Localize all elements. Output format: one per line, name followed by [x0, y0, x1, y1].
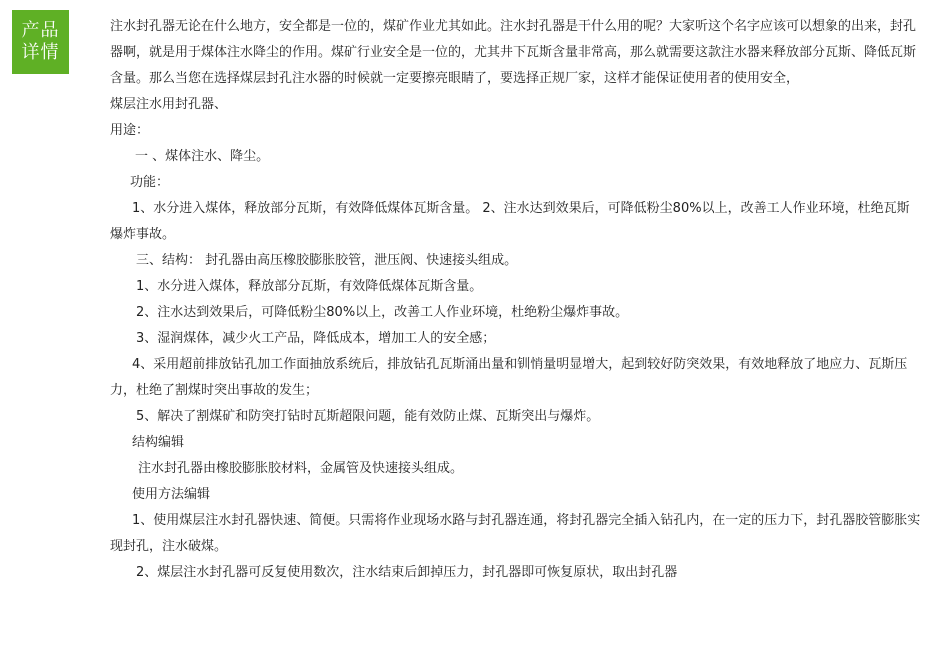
badge-line-2: 详情	[21, 42, 60, 63]
feature-item-5: 5、解决了割煤矿和防突打钻时瓦斯超限问题，能有效防止煤、瓦斯突出与爆炸。	[136, 409, 600, 424]
structure-edit-text: 注水封孔器由橡胶膨胀胶材料，金属管及快速接头组成。	[138, 461, 464, 476]
intro-paragraph: 注水封孔器无论在什么地方，安全都是一位的，煤矿作业尤其如此。注水封孔器是干什么用的呢？大家听这个名字应该可以想象的出来，封孔器啊，就是用于煤体注水降尘的作用。煤矿行业安全是一位的，尤其井下瓦斯含量非常高，那么就需要这款注水器来释放部分瓦斯、降低瓦斯含量。那么当您在选择煤层封孔注水器的时候就一定要擦亮眼睛了，要选择正规厂家，这样才能保证使用者的使用安全，	[110, 19, 917, 86]
usage-method-heading: 使用方法编辑	[132, 487, 211, 502]
structure-line: 三、结构： 封孔器由高压橡胶膨胀胶管，泄压阀、快速接头组成。	[136, 253, 518, 268]
feature-item-2: 2、注水达到效果后，可降低粉尘80%以上，改善工人作业环境，杜绝粉尘爆炸事故。	[136, 305, 629, 320]
feature-item-3: 3、湿润煤体，减少火工产品，降低成本，增加工人的安全感；	[136, 331, 496, 346]
feature-item-4: 4、采用超前排放钻孔加工作面抽放系统后，排放钻孔瓦斯涌出量和钏悄量明显增大，起到较好防突效果，有效地释放了地应力、瓦斯压力，杜绝了割煤时突出事故的发生；	[110, 357, 908, 398]
product-description	[110, 14, 922, 586]
badge-line-1: 产品	[21, 20, 60, 41]
product-name-line: 煤层注水用封孔器、	[110, 97, 228, 112]
usage-heading: 用途：	[110, 123, 150, 138]
usage-method-item-2: 2、煤层注水封孔器可反复使用数次，注水结束后卸掉压力，封孔器即可恢复原状，取出封孔器	[136, 565, 678, 580]
feature-item-1: 1、水分进入煤体，释放部分瓦斯，有效降低煤体瓦斯含量。	[136, 279, 483, 294]
usage-method-item-1: 1、使用煤层注水封孔器快速、简便。只需将作业现场水路与封孔器连通，将封孔器完全插入钻孔内，在一定的压力下，封孔器胶管膨胀实现封孔，注水破煤。	[110, 513, 921, 554]
function-item: 1、水分进入煤体，释放部分瓦斯，有效降低煤体瓦斯含量。 2、注水达到效果后，可降低粉尘80%以上，改善工人作业环境，杜绝瓦斯爆炸事故。	[110, 201, 910, 242]
product-details-badge	[12, 10, 69, 74]
structure-edit-heading: 结构编辑	[132, 435, 185, 450]
function-heading: 功能：	[130, 175, 170, 190]
usage-item: 一 、煤体注水、降尘。	[135, 149, 270, 164]
